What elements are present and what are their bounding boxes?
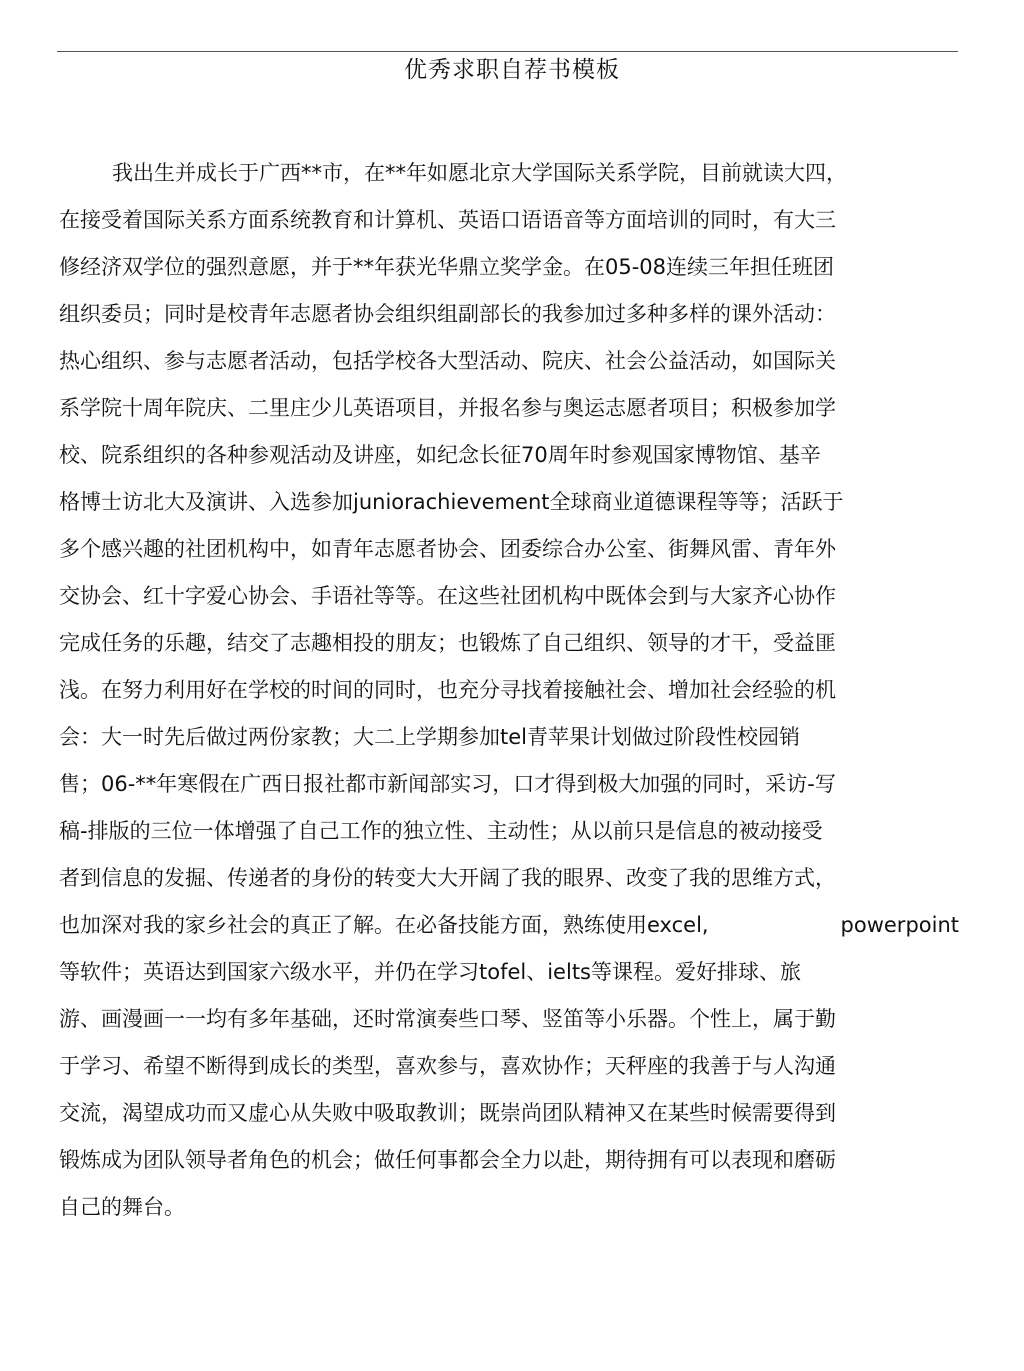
body-line: 热心组织、参与志愿者活动，包括学校各大型活动、院庆、社会公益活动，如国际关: [59, 349, 836, 373]
body-line: 我出生并成长于广西**市，在**年如愿北京大学国际关系学院，目前就读大四，: [112, 161, 847, 185]
body-line: 组织委员；同时是校青年志愿者协会组织组副部长的我参加过多种多样的课外活动：: [59, 302, 836, 326]
body-line: 锻炼成为团队领导者角色的机会；做任何事都会全力以赴，期待拥有可以表现和磨砺: [59, 1148, 836, 1172]
body-line: 格博士访北大及演讲、入选参加juniorachievement全球商业道德课程等等；活跃于: [59, 490, 844, 514]
body-line: 会：大一时先后做过两份家教；大二上学期参加tel青苹果计划做过阶段性校园销: [59, 725, 800, 749]
document-body: [59, 150, 959, 1231]
body-line-right-part: powerpoint: [840, 913, 959, 937]
body-line-split: [59, 902, 959, 949]
body-line: 售；06-**年寒假在广西日报社都市新闻部实习，口才得到极大加强的同时，采访-写: [59, 772, 836, 796]
body-line: 等软件；英语达到国家六级水平，并仍在学习tofel、ielts等课程。爱好排球、旅: [59, 960, 801, 984]
body-line: 自己的舞台。: [59, 1195, 185, 1219]
body-line: 校、院系组织的各种参观活动及讲座，如纪念长征70周年时参观国家博物馆、基辛: [59, 443, 821, 467]
body-line: 交协会、红十字爱心协会、手语社等等。在这些社团机构中既体会到与大家齐心协作: [59, 584, 836, 608]
body-line: 稿-排版的三位一体增强了自己工作的独立性、主动性；从以前只是信息的被动接受: [59, 819, 823, 843]
body-line: 修经济双学位的强烈意愿，并于**年获光华鼎立奖学金。在05-08连续三年担任班团: [59, 255, 835, 279]
body-line: 浅。在努力利用好在学校的时间的同时，也充分寻找着接触社会、增加社会经验的机: [59, 678, 836, 702]
header-rule: [57, 51, 958, 52]
body-line: 于学习、希望不断得到成长的类型，喜欢参与，喜欢协作；天秤座的我善于与人沟通: [59, 1054, 836, 1078]
body-line: 系学院十周年院庆、二里庄少儿英语项目，并报名参与奥运志愿者项目；积极参加学: [59, 396, 836, 420]
body-line: 在接受着国际关系方面系统教育和计算机、英语口语语音等方面培训的同时，有大三: [59, 208, 836, 232]
body-line: 游、画漫画一一均有多年基础，还时常演奏些口琴、竖笛等小乐器。个性上，属于勤: [59, 1007, 836, 1031]
body-line: 交流，渴望成功而又虚心从失败中吸取教训；既崇尚团队精神又在某些时候需要得到: [59, 1101, 836, 1125]
body-line: 完成任务的乐趣，结交了志趣相投的朋友；也锻炼了自己组织、领导的才干，受益匪: [59, 631, 836, 655]
body-line-left-part: 也加深对我的家乡社会的真正了解。在必备技能方面，熟练使用excel,: [59, 913, 709, 937]
document-title: 优秀求职自荐书模板: [404, 57, 620, 83]
body-line: 多个感兴趣的社团机构中，如青年志愿者协会、团委综合办公室、街舞风雷、青年外: [59, 537, 836, 561]
body-line: 者到信息的发掘、传递者的身份的转变大大开阔了我的眼界、改变了我的思维方式，: [59, 866, 836, 890]
